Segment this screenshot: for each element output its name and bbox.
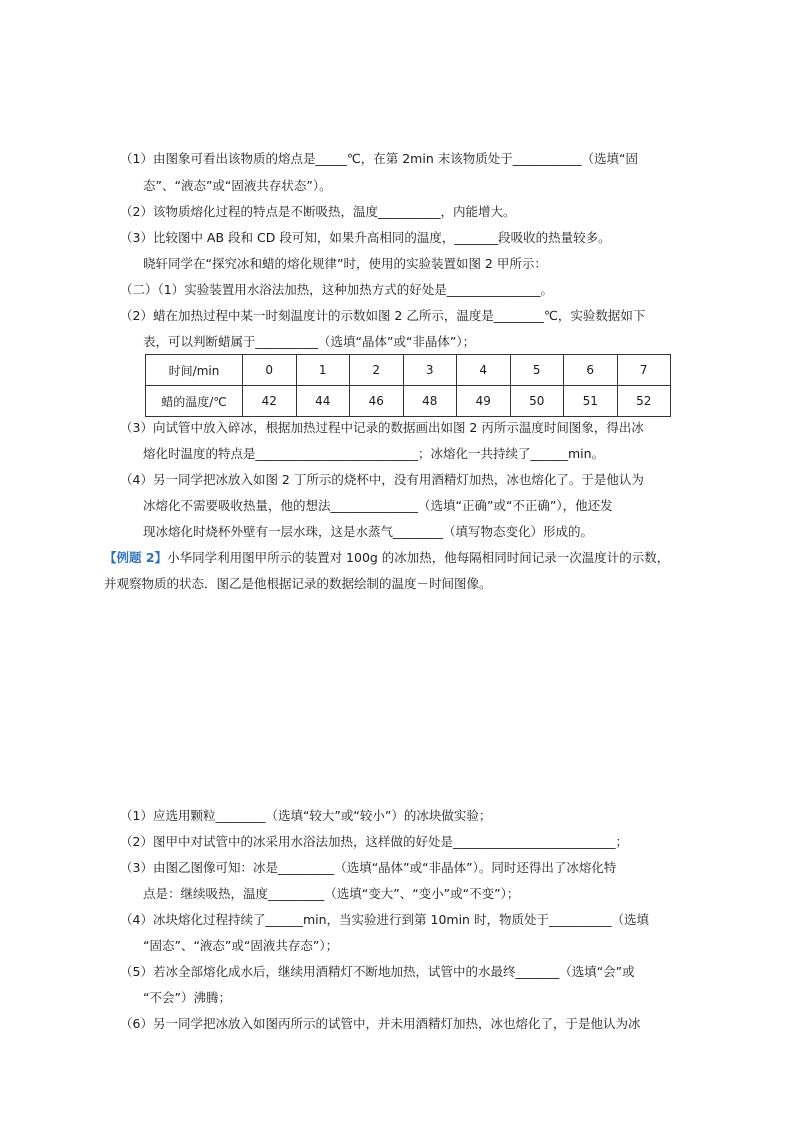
experiment-intro: 晓轩同学在“探究冰和蜡的熔化规律”时，使用的实验装置如图 2 甲所示： (143, 256, 547, 271)
question-1-line-1: （1）由图象可看出该物质的熔点是_____℃，在第 2min 末该物质处于___________（选填“固 (120, 151, 638, 166)
table-cell: 51 (564, 386, 618, 417)
example-2-question-3-line-1: （3）由图乙图像可知：冰是_________（选填“晶体”或“非晶体”）。同时还得出了冰熔化特 (120, 860, 617, 875)
table-cell: 7 (617, 355, 671, 386)
table-cell: 50 (510, 386, 564, 417)
table-cell: 5 (510, 355, 564, 386)
example-2-line-2: 并观察物质的状态．图乙是他根据记录的数据绘制的温度－时间图像。 (104, 576, 492, 591)
table-cell: 44 (296, 386, 350, 417)
example-2-tag: 【例题 2】 (104, 550, 168, 565)
table-row-label: 蜡的温度/℃ (146, 386, 243, 417)
table-row-temperature (146, 386, 671, 417)
table-cell: 46 (350, 386, 404, 417)
part2-question-4-line-3: 现冰熔化时烧杯外壁有一层水珠，这是水蒸气________（填写物态变化）形成的。 (143, 524, 594, 539)
table-cell: 2 (350, 355, 404, 386)
table-cell: 4 (457, 355, 511, 386)
example-2-question-4-line-2: “固态”、“液态”或“固液共存态”）； (143, 938, 339, 953)
part2-question-1: （二）（1）实验装置用水浴法加热，这种加热方式的好处是_______________。 (120, 282, 553, 297)
table-cell: 1 (296, 355, 350, 386)
example-2-text: 小华同学利用图甲所示的装置对 100g 的冰加热，他每隔相同时间记录一次温度计的示数， (167, 550, 670, 565)
question-1-line-2: 态”、“液态”或“固液共存状态”）。 (143, 178, 332, 193)
table-row-label: 时间/min (146, 355, 243, 386)
wax-temperature-table (145, 354, 671, 417)
example-2-question-6: （6）另一同学把冰放入如图丙所示的试管中，并未用酒精灯加热，冰也熔化了，于是他认为冰 (120, 1016, 641, 1031)
table-cell: 52 (617, 386, 671, 417)
table-cell: 42 (243, 386, 297, 417)
example-2-question-5-line-2: “不会”）沸腾； (143, 990, 231, 1005)
part2-question-2-line-2: 表，可以判断蜡属于__________（选填“晶体”或“非晶体”）； (143, 334, 476, 349)
example-2-line-1 (104, 550, 669, 566)
table-cell: 6 (564, 355, 618, 386)
part2-question-4-line-2: 冰熔化不需要吸收热量，他的想法______________（选填“正确”或“不正确”），他还发 (143, 498, 613, 513)
table-cell: 48 (403, 386, 457, 417)
table-cell: 3 (403, 355, 457, 386)
part2-question-2-line-1: （2）蜡在加热过程中某一时刻温度计的示数如图 2 乙所示，温度是________℃，实验数据如下 (120, 308, 646, 323)
example-2-question-2: （2）图甲中对试管中的冰采用水浴法加热，这样做的好处是__________________________； (120, 834, 628, 849)
example-2-question-4-line-1: （4）冰块熔化过程持续了______min，当实验进行到第 10min 时，物质处于__________（选填 (120, 912, 649, 927)
question-3: （3）比较图中 AB 段和 CD 段可知，如果升高相同的温度，_______段吸收的热量较多。 (120, 230, 611, 245)
part2-question-3-line-1: （3）向试管中放入碎冰，根据加热过程中记录的数据画出如图 2 丙所示温度时间图象，得出冰 (120, 420, 644, 435)
example-2-question-1: （1）应选用颗粒________（选填“较大”或“较小”）的冰块做实验； (120, 808, 492, 823)
example-2-question-3-line-2: 点是：继续吸热，温度_________（选填“变大”、“变小”或“不变”）； (143, 886, 520, 901)
question-2: （2）该物质熔化过程的特点是不断吸热，温度__________，内能增大。 (120, 204, 516, 219)
part2-question-3-line-2: 熔化时温度的特点是__________________________；冰熔化一共持续了______min。 (143, 446, 605, 461)
table-row-time (146, 355, 671, 386)
example-2-question-5-line-1: （5）若冰全部熔化成水后，继续用酒精灯不断地加热，试管中的水最终_______（选填“会”或 (120, 964, 635, 979)
part2-question-4-line-1: （4）另一同学把冰放入如图 2 丁所示的烧杯中，没有用酒精灯加热，冰也熔化了。于是他认为 (120, 472, 644, 487)
table-cell: 49 (457, 386, 511, 417)
table-cell: 0 (243, 355, 297, 386)
